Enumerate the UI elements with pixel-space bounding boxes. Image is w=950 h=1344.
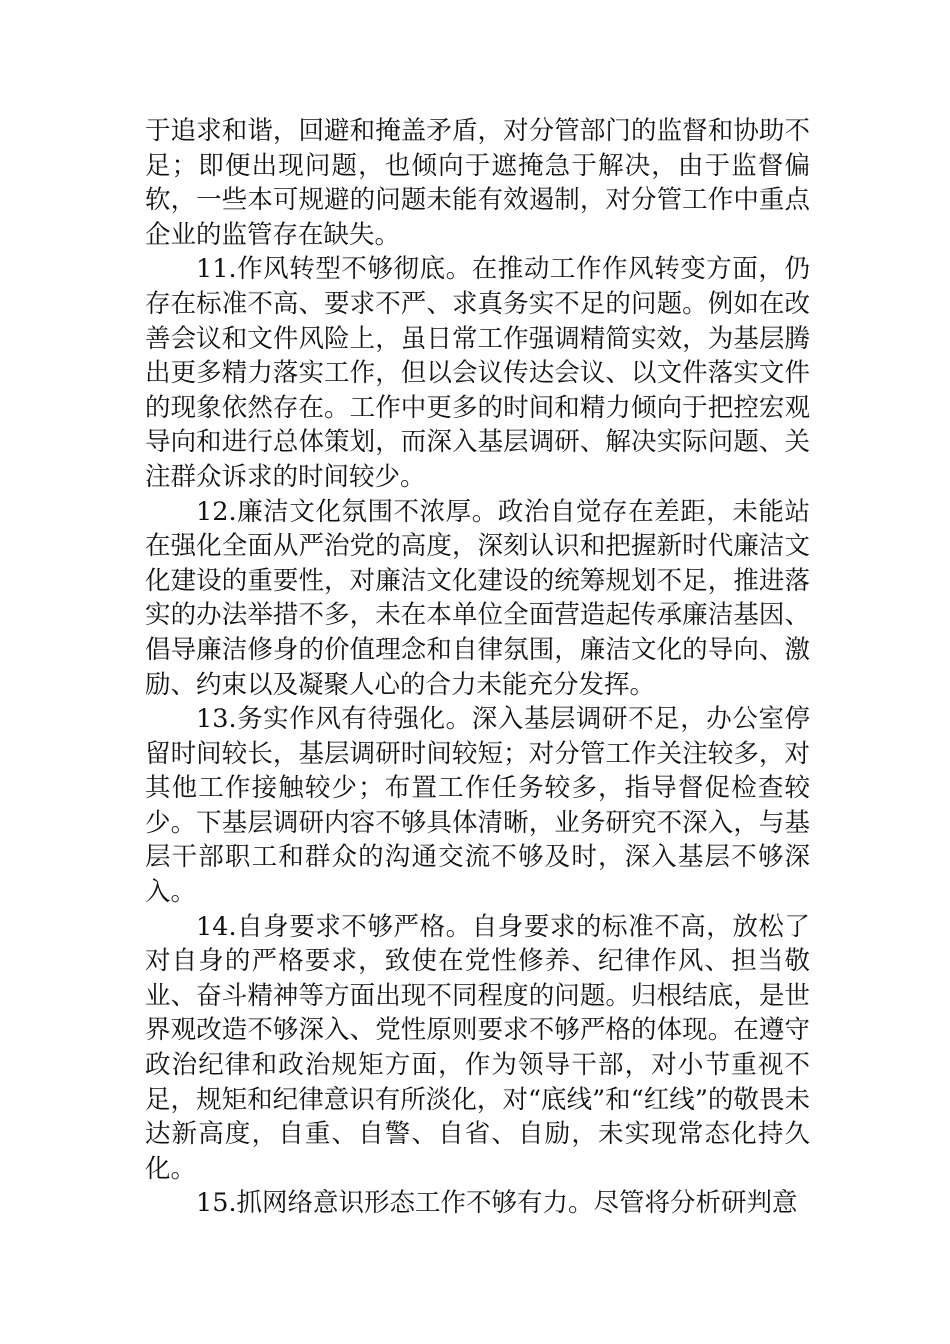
paragraph-continued: 于追求和谐，回避和掩盖矛盾，对分管部门的监督和协助不足；即便出现问题，也倾向于遮掩急于解决，由于监督偏软，一些本可规避的问题未能有效遏制，对分管工作中重点企业的监管存在缺失。	[145, 116, 810, 250]
paragraph-item-12: 12.廉洁文化氛围不浓厚。政治自觉存在差距，未能站在强化全面从严治党的高度，深刻认识和把握新时代廉洁文化建设的重要性，对廉洁文化建设的统筹规划不足，推进落实的办法举措不多，未在本单位全面营造起传承廉洁基因、倡导廉洁修身的价值理念和自律氛围，廉洁文化的导向、激励、约束以及凝聚人心的合力未能充分发挥。	[145, 496, 810, 700]
document-body	[145, 114, 810, 1221]
paragraph-item-14: 14.自身要求不够严格。自身要求的标准不高，放松了对自身的严格要求，致使在党性修养、纪律作风、担当敬业、奋斗精神等方面出现不同程度的问题。归根结底，是世界观改造不够深入、党性原则要求不够严格的体现。在遵守政治纪律和政治规矩方面，作为领导干部，对小节重视不足，规矩和纪律意识有所淡化，对“底线”和“红线”的敬畏未达新高度，自重、自警、自省、自励，未实现常态化持久化。	[145, 911, 810, 1184]
paragraph-item-15: 15.抓网络意识形态工作不够有力。尽管将分析研判意	[196, 1188, 798, 1219]
paragraph-item-13: 13.务实作风有待强化。深入基层调研不足，办公室停留时间较长，基层调研时间较短；对分管工作关注较多，对其他工作接触较少；布置工作任务较多，指导督促检查较少。下基层调研内容不够具体清晰，业务研究不深入，与基层干部职工和群众的沟通交流不够及时，深入基层不够深入。	[145, 704, 810, 908]
paragraph-item-11: 11.作风转型不够彻底。在推动工作作风转变方面，仍存在标准不高、要求不严、求真务实不足的问题。例如在改善会议和文件风险上，虽日常工作强调精简实效，为基层腾出更多精力落实工作，但以会议传达会议、以文件落实文件的现象依然存在。工作中更多的时间和精力倾向于把控宏观导向和进行总体策划，而深入基层调研、解决实际问题、关注群众诉求的时间较少。	[145, 254, 810, 492]
